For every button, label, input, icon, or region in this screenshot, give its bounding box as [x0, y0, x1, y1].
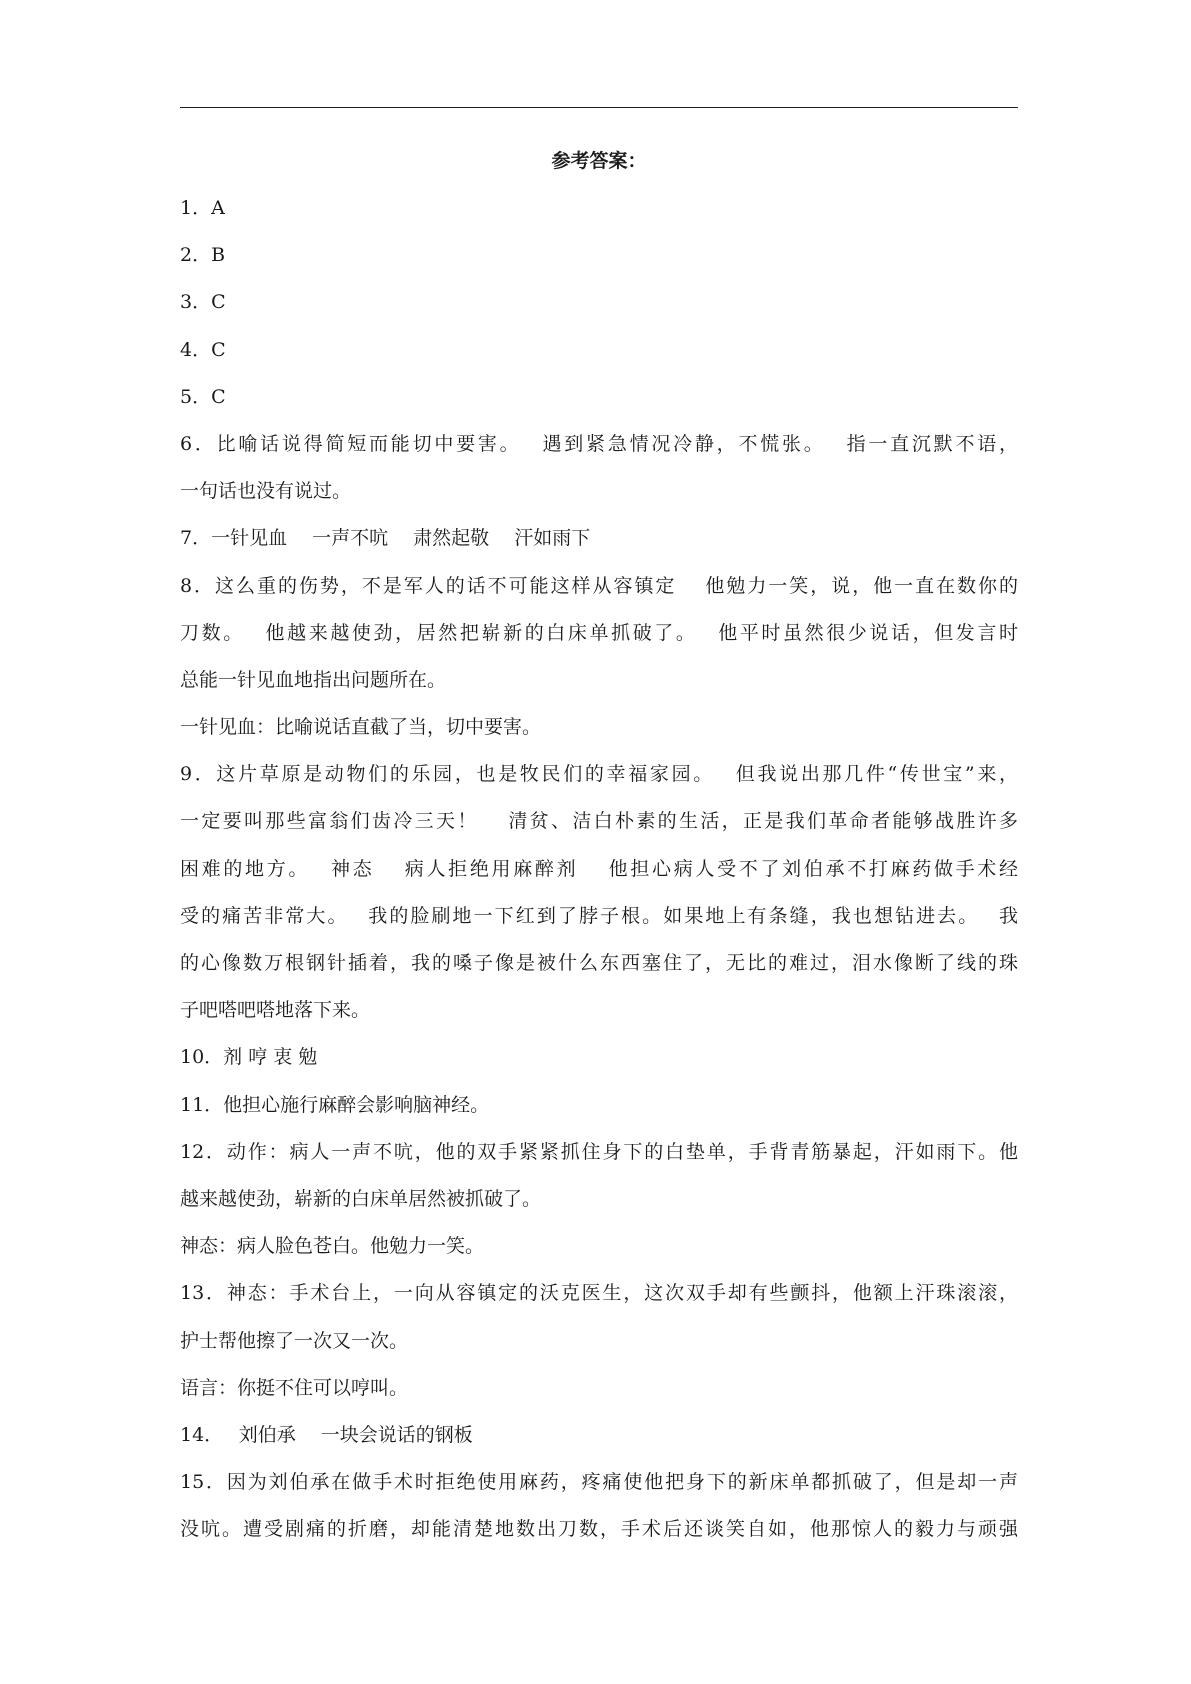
answer-line: 10．剂 哼 衷 勉 [180, 1046, 318, 1069]
header-rule [180, 107, 1018, 108]
answer-line: 4．C [180, 338, 226, 361]
answer-line: 14． 刘伯承 一块会说话的钢板 [180, 1423, 473, 1446]
answer-line: 一句话也没有说过。 [180, 480, 352, 503]
answer-line: 困难的地方。 神态 病人拒绝用麻醉剂 他担心病人受不了刘伯承不打麻药做手术经 [180, 857, 1018, 880]
answer-line: 越来越使劲，崭新的白床单居然被抓破了。 [180, 1187, 542, 1210]
answer-line: 12．动作：病人一声不吭，他的双手紧紧抓住身下的白垫单，手背青筋暴起，汗如雨下。他 [180, 1140, 1018, 1163]
answer-line: 受的痛苦非常大。 我的脸刷地一下红到了脖子根。如果地上有条缝，我也想钻进去。 我 [180, 904, 1018, 927]
answer-line: 神态：病人脸色苍白。他勉力一笑。 [180, 1235, 485, 1258]
answer-line: 刀数。 他越来越使劲，居然把崭新的白床单抓破了。 他平时虽然很少说话，但发言时 [180, 621, 1018, 644]
answer-line: 15．因为刘伯承在做手术时拒绝使用麻药，疼痛使他把身下的新床单都抓破了，但是却一声 [180, 1471, 1018, 1494]
answer-line: 一定要叫那些富翁们齿冷三天！ 清贫、洁白朴素的生活，正是我们革命者能够战胜许多 [180, 810, 1018, 833]
answer-line: 5．C [180, 385, 226, 408]
answer-line: 子吧嗒吧嗒地落下来。 [180, 999, 371, 1022]
answer-line: 1．A [180, 197, 225, 219]
answer-list [180, 185, 1018, 1553]
answer-line: 2．B [180, 244, 226, 267]
answer-line: 9．这片草原是动物们的乐园，也是牧民们的幸福家园。 但我说出那几件“传世宝”来， [180, 763, 1018, 786]
answer-line: 8．这么重的伤势，不是军人的话不可能这样从容镇定 他勉力一笑，说，他一直在数你的 [180, 574, 1018, 597]
page-title: 参考答案： [551, 150, 647, 172]
answer-line: 11．他担心施行麻醉会影响脑神经。 [180, 1093, 490, 1116]
answer-line: 7．一针见血 一声不吭 肃然起敬 汗如雨下 [180, 527, 591, 550]
answer-line: 总能一针见血地指出问题所在。 [180, 668, 447, 691]
answer-line: 6．比喻话说得简短而能切中要害。 遇到紧急情况冷静，不慌张。 指一直沉默不语， [180, 432, 1018, 455]
answer-line: 的心像数万根钢针插着，我的嗓子像是被什么东西塞住了，无比的难过，泪水像断了线的珠 [180, 952, 1018, 974]
answer-line: 语言：你挺不住可以哼叫。 [180, 1376, 409, 1399]
answer-line: 没吭。遭受剧痛的折磨，却能清楚地数出刀数，手术后还谈笑自如，他那惊人的毅力与顽强 [180, 1518, 1018, 1541]
answer-line: 13．神态：手术台上，一向从容镇定的沃克医生，这次双手却有些颤抖，他额上汗珠滚滚， [180, 1282, 1018, 1305]
answer-line: 护士帮他擦了一次又一次。 [180, 1329, 409, 1352]
answer-line: 3．C [180, 291, 226, 314]
answer-line: 一针见血：比喻说话直截了当，切中要害。 [180, 716, 542, 739]
